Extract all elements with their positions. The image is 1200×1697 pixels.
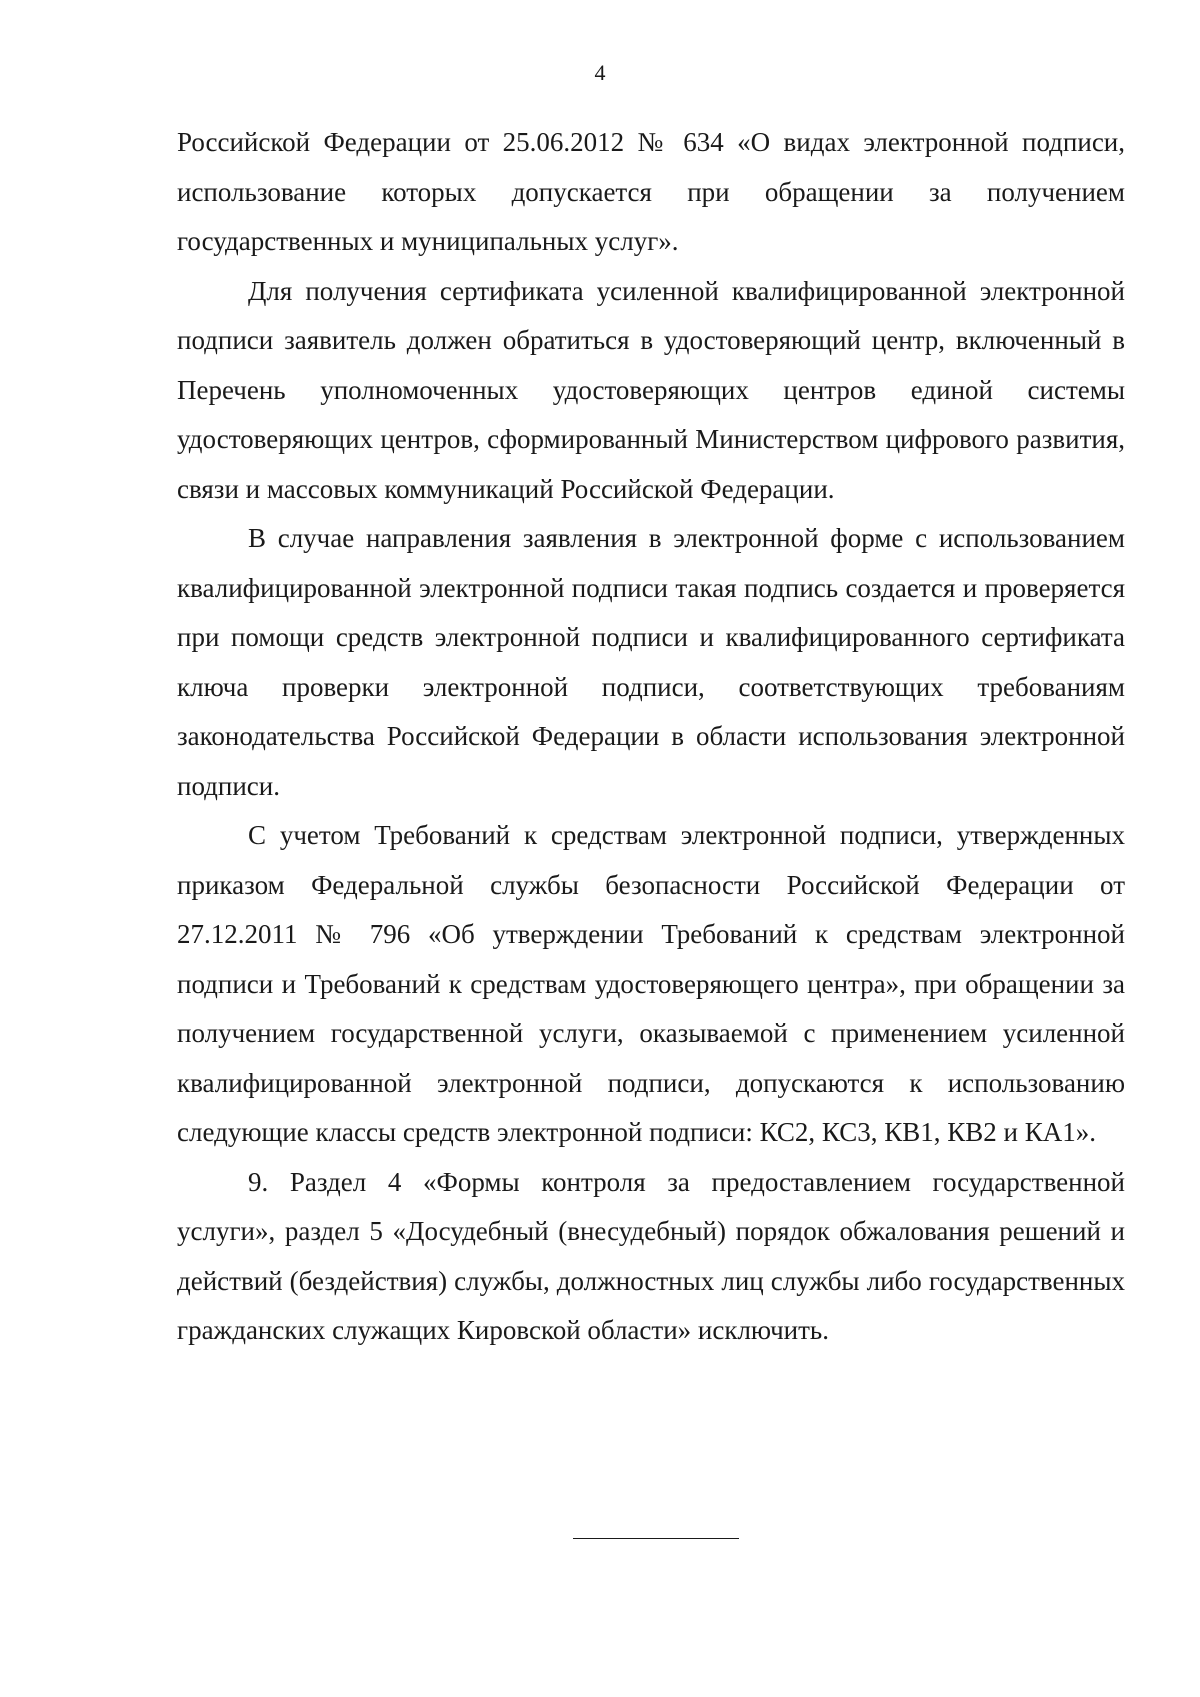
document-body (177, 118, 1125, 1356)
closing-rule (573, 1538, 739, 1539)
paragraph-electronic-application: В случае направления заявления в электронной форме с использованием квалифицированной электронной подписи такая подпись создается и проверяется при помощи средств электронной подписи и квалифицированного сертификата ключа проверки электронной подписи, соответствующих требованиям законодательства Российской Федерации в области использования электронной подписи. (177, 523, 1125, 801)
page-number: 4 (594, 60, 606, 85)
paragraph-certificate: Для получения сертификата усиленной квалифицированной электронной подписи заявитель должен обратиться в удостоверяющий центр, включенный в Перечень уполномоченных удостоверяющих центров единой системы удостоверяющих центров, сформированный Министерством цифрового развития, связи и массовых коммуникаций Российской Федерации. (177, 275, 1125, 504)
paragraph-item-9: 9. Раздел 4 «Формы контроля за предоставлением государственной услуги», раздел 5 «Досудебный (внесудебный) порядок обжалования решений и действий (бездействия) службы, должностных лиц службы либо государственных гражданских служащих Кировской области» исключить. (177, 1166, 1125, 1345)
paragraph-continuation: Российской Федерации от 25.06.2012 № 634 «О видах электронной подписи, использование которых допускается при обращении за получением государственных и муниципальных услуг». (177, 127, 1125, 256)
paragraph-signature-classes: С учетом Требований к средствам электронной подписи, утвержденных приказом Федеральной службы безопасности Российской Федерации от 27.12.2011 № 796 «Об утверждении Требований к средствам электронной подписи и Требований к средствам удостоверяющего центра», при обращении за получением государственной услуги, оказываемой с применением усиленной квалифицированной электронной подписи, допускаются к использованию следующие классы средств электронной подписи: КС2, КС3, КВ1, КВ2 и КА1». (177, 820, 1125, 1147)
